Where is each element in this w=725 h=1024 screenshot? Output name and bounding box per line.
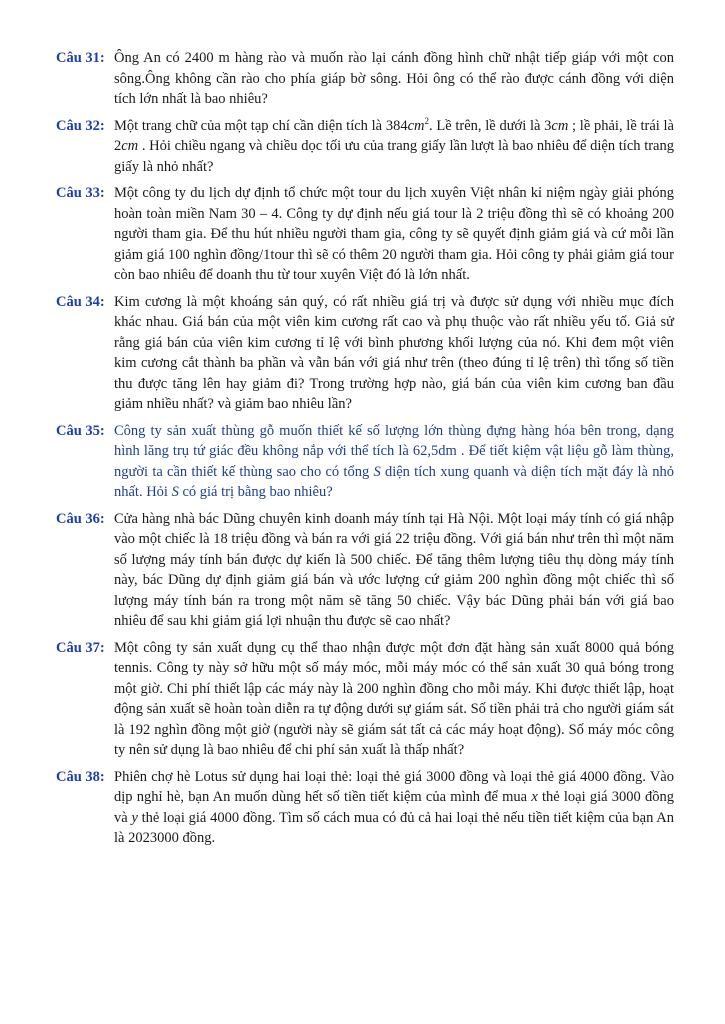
question-37: [56, 638, 674, 761]
question-label: Câu 35:: [56, 422, 105, 439]
question-33: [56, 183, 674, 286]
question-label: Câu 38:: [56, 768, 105, 785]
question-label: Câu 33:: [56, 185, 105, 201]
question-text: Công ty sản xuất thùng gỗ muốn thiết kế số lượng lớn thùng đựng hàng hóa bên trong, dạng hình lăng trụ tứ giác đều không nắp với thể tích là 62,5dm . Để tiết kiệm vật liệu gỗ làm thùng, người ta cần thiết kế thùng sao cho có tổng S diện tích xung quanh và diện tích mặt đáy là nhỏ nhất. Hỏi S có giá trị bằng bao nhiêu?: [114, 422, 674, 500]
question-label: Câu 31:: [56, 50, 105, 66]
question-text: Một công ty sản xuất dụng cụ thể thao nhận được một đơn đặt hàng sản xuất 8000 quả bóng tennis. Công ty này sở hữu một số máy móc, mỗi máy móc có thể sản xuất 30 quả bóng trong một giờ. Chi phí thiết lập các máy này là 200 nghìn đồng cho mỗi máy. Khi được thiết lập, hoạt động sản xuất sẽ hoàn toàn diễn ra tự động dưới sự giám sát. Số tiền phải trả cho người giám sát là 192 nghìn đồng một giờ (người này sẽ giám sát tất cả các máy hoạt động). Số máy móc công ty nên sử dụng là bao nhiêu để chi phí sản xuất là thấp nhất?: [114, 639, 674, 758]
document-page: [56, 48, 674, 855]
question-34: [56, 292, 674, 415]
question-label: Câu 36:: [56, 510, 105, 527]
question-31: [56, 48, 674, 110]
question-32: [56, 116, 674, 178]
question-35: [56, 421, 674, 503]
question-text: Một trang chữ của một tạp chí cần diện tích là $384cm^2$. Lề trên, lề dưới là 3cm ; lề phải, lề trái là 2cm . Hỏi chiều ngang và chiều dọc tối ưu của trang giấy lần lượt là bao nhiêu để diện tích trang giấy là nhỏ nhất?: [114, 115, 674, 175]
question-text: Ông An có 2400 m hàng rào và muốn rào lại cánh đồng hình chữ nhật tiếp giáp với một con sông.Ông không cần rào cho phía giáp bờ sông. Hỏi ông có thể rào được cánh đồng với diện tích lớn nhất là bao nhiêu?: [114, 50, 674, 107]
question-text: Kim cương là một khoáng sản quý, có rất nhiều giá trị và được sử dụng với nhiều mục đích khác nhau. Giá bán của một viên kim cương rất cao và phụ thuộc vào rất nhiều yếu tố. Giả sử rằng giá bán của viên kim cương tỉ lệ với bình phương khối lượng của nó. Khi đem một viên kim cương cắt thành ba phần và vẫn bán với giá như trên (theo đúng tỉ lệ trên) thì tổng số tiền thu được tăng lên hay giảm đi? Trong trường hợp nào, giá bán của viên kim cương ban đầu giảm nhiều nhất? và giảm bao nhiêu lần?: [114, 293, 674, 412]
question-text: Cửa hàng nhà bác Dũng chuyên kinh doanh máy tính tại Hà Nội. Một loại máy tính có giá nhập vào một chiếc là 18 triệu đồng và bán ra với giá 22 triệu đồng. Với giá bán như trên thì một năm số lượng máy tính bán được dự kiến là 500 chiếc. Để tăng thêm lượng tiêu thụ dòng máy tính này, bác Dũng dự định giảm giá bán và ước lượng cứ giảm 200 nghìn đồng một chiếc thì số lượng máy tính bán ra trong một năm sẽ tăng 50 chiếc. Vậy bác Dũng phải bán với giá bao nhiêu để sau khi giảm giá lợi nhuận thu được sẽ cao nhất?: [114, 510, 674, 629]
question-text: Phiên chợ hè Lotus sử dụng hai loại thẻ: loại thẻ giá 3000 đồng và loại thẻ giá 4000 đồng. Vào dịp nghỉ hè, bạn An muốn dùng hết số tiền tiết kiệm của mình để mua x thẻ loại giá 3000 đồng và y thẻ loại giá 4000 đồng. Tìm số cách mua có đủ cả hai loại thẻ nếu tiền tiết kiệm của bạn An là 2023000 đồng.: [114, 768, 675, 846]
question-label: Câu 37:: [56, 639, 105, 656]
question-label: Câu 32:: [56, 117, 105, 134]
question-36: [56, 509, 674, 632]
question-text: Một công ty du lịch dự định tổ chức một tour du lịch xuyên Việt nhân kỉ niệm ngày giải phóng hoàn toàn miền Nam 30 – 4. Công ty dự định nếu giá tour là 2 triệu đồng thì sẽ có khoảng 200 người tham gia. Để thu hút nhiều người tham gia, công ty sẽ quyết định giảm giá và cứ mỗi lần giảm giá 100 nghìn đồng/1tour thì sẽ có thêm 20 người tham gia. Hỏi công ty phải giảm giá tour còn bao nhiêu để doanh thu từ tour xuyên Việt đó là lớn nhất.: [114, 185, 674, 283]
question-38: [56, 767, 674, 849]
question-label: Câu 34:: [56, 293, 105, 310]
